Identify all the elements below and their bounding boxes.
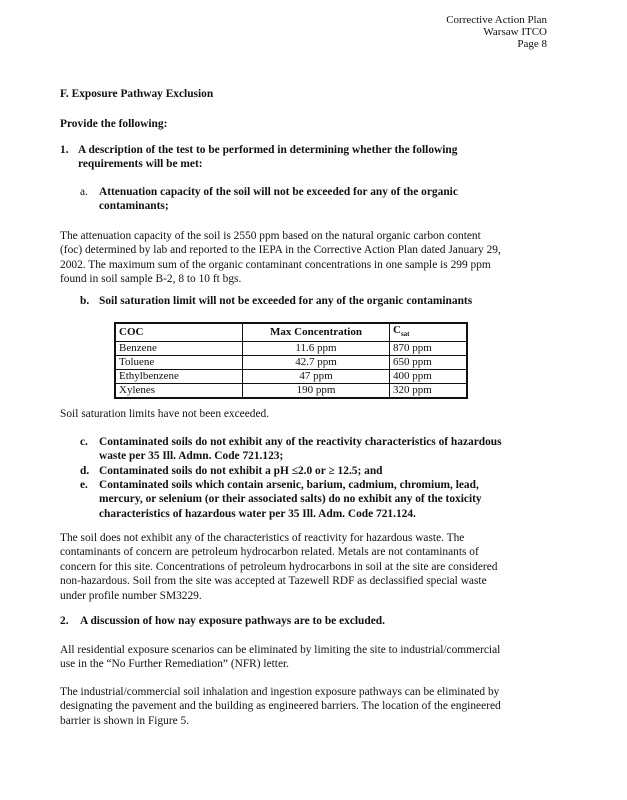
item-a-line: Attenuation capacity of the soil will not be exceeded for any of the organic <box>99 186 458 198</box>
table-header-max-concentration: Max Concentration <box>243 323 390 342</box>
table-header-row <box>115 323 467 342</box>
paragraph-attenuation <box>60 229 501 287</box>
table-cell-max: 190 ppm <box>243 384 390 399</box>
item-2 <box>60 614 385 628</box>
item-b-text: Soil saturation limit will not be exceeded for any of the organic contaminants <box>99 295 473 307</box>
header-document-title: Corrective Action Plan <box>446 14 547 26</box>
csat-symbol: C <box>393 324 401 336</box>
paragraph-line: use in the “No Further Remediation” (NFR) letter. <box>60 658 290 671</box>
item-c-line: waste per 35 Ill. Admn. Code 721.123; <box>99 450 284 463</box>
table-header-csat <box>390 323 468 342</box>
table-cell-coc: Benzene <box>115 342 243 356</box>
item-e-letter: e. <box>80 479 88 491</box>
item-b-letter: b. <box>80 295 90 307</box>
item-2-text: A discussion of how nay exposure pathways are to be excluded. <box>80 615 385 627</box>
paragraph-line: contaminants of concern are petroleum hydrocarbon related. Metals are not contaminants of <box>60 546 479 559</box>
paragraph-line: The industrial/commercial soil inhalation and ingestion exposure pathways can be eliminated by <box>60 686 500 698</box>
item-d <box>80 464 383 478</box>
item-c-line: Contaminated soils do not exhibit any of the reactivity characteristics of hazardous <box>99 436 502 448</box>
paragraph-saturation: Soil saturation limits have not been exceeded. <box>60 408 270 420</box>
provide-heading: Provide the following: <box>60 118 168 130</box>
item-c <box>80 435 502 464</box>
table-cell-max: 42.7 ppm <box>243 356 390 370</box>
table-cell-max: 11.6 ppm <box>243 342 390 356</box>
table-row <box>115 342 467 356</box>
paragraph-line: non-hazardous. Soil from the site was accepted at Tazewell RDF as declassified special waste <box>60 575 487 588</box>
table-cell-csat: 650 ppm <box>390 356 468 370</box>
item-e-line: Contaminated soils which contain arsenic, barium, cadmium, chromium, lead, <box>99 479 479 491</box>
paragraph-line: concern for this site. Concentrations of petroleum hydrocarbons in soil at the site are considered <box>60 560 498 573</box>
table-header-coc: COC <box>115 323 243 342</box>
table-cell-coc: Xylenes <box>115 384 243 399</box>
header-site-name: Warsaw ITCO <box>483 26 547 38</box>
paragraph-line: designating the pavement and the building as engineered barriers. The location of the engineered <box>60 700 501 713</box>
paragraph-line: The attenuation capacity of the soil is 2550 ppm based on the natural organic carbon content <box>60 230 481 242</box>
paragraph-residential <box>60 643 500 672</box>
table-row <box>115 384 467 399</box>
paragraph-line: 2002. The maximum sum of the organic contaminant concentrations in one sample is 299 ppm <box>60 258 491 271</box>
paragraph-line: found in soil sample B-2, 8 to 10 ft bgs. <box>60 273 242 286</box>
table-cell-csat: 320 ppm <box>390 384 468 399</box>
item-e <box>80 478 482 521</box>
paragraph-line: barrier is shown in Figure 5. <box>60 714 190 727</box>
item-2-number: 2. <box>60 615 69 627</box>
header-page-number: Page 8 <box>517 38 547 50</box>
table-cell-max: 47 ppm <box>243 370 390 384</box>
item-e-line: characteristics of hazardous water per 35 Ill. Adm. Code 721.124. <box>99 507 416 520</box>
paragraph-reactivity <box>60 531 497 603</box>
item-a <box>80 185 458 214</box>
paragraph-line: (foc) determined by lab and reported to the IEPA in the Corrective Action Plan dated January 29, <box>60 244 501 257</box>
item-d-text: Contaminated soils do not exhibit a pH ≤2.0 or ≥ 12.5; and <box>99 465 383 477</box>
item-e-line: mercury, or selenium (or their associated salts) do no exhibit any of the toxicity <box>99 493 482 506</box>
item-a-line: contaminants; <box>99 200 169 213</box>
item-1-line: requirements will be met: <box>78 158 203 171</box>
item-1 <box>60 143 457 172</box>
table-row <box>115 356 467 370</box>
page-header <box>446 14 547 50</box>
section-title: F. Exposure Pathway Exclusion <box>60 88 214 100</box>
table-cell-coc: Ethylbenzene <box>115 370 243 384</box>
soil-saturation-table <box>114 322 468 399</box>
item-d-letter: d. <box>80 465 90 477</box>
table-row <box>115 370 467 384</box>
paragraph-line: All residential exposure scenarios can be eliminated by limiting the site to industrial/commercial <box>60 644 501 656</box>
paragraph-line: under profile number SM3229. <box>60 589 202 602</box>
paragraph-line: The soil does not exhibit any of the characteristics of reactivity for hazardous waste. The <box>60 532 465 544</box>
item-a-letter: a. <box>80 186 88 198</box>
item-b <box>80 294 472 308</box>
table-cell-coc: Toluene <box>115 356 243 370</box>
item-1-number: 1. <box>60 144 69 156</box>
item-1-line: A description of the test to be performed in determining whether the following <box>78 144 458 156</box>
paragraph-industrial <box>60 685 501 728</box>
table-cell-csat: 400 ppm <box>390 370 468 384</box>
item-c-letter: c. <box>80 436 88 448</box>
csat-subscript: sat <box>400 330 410 339</box>
table-cell-csat: 870 ppm <box>390 342 468 356</box>
